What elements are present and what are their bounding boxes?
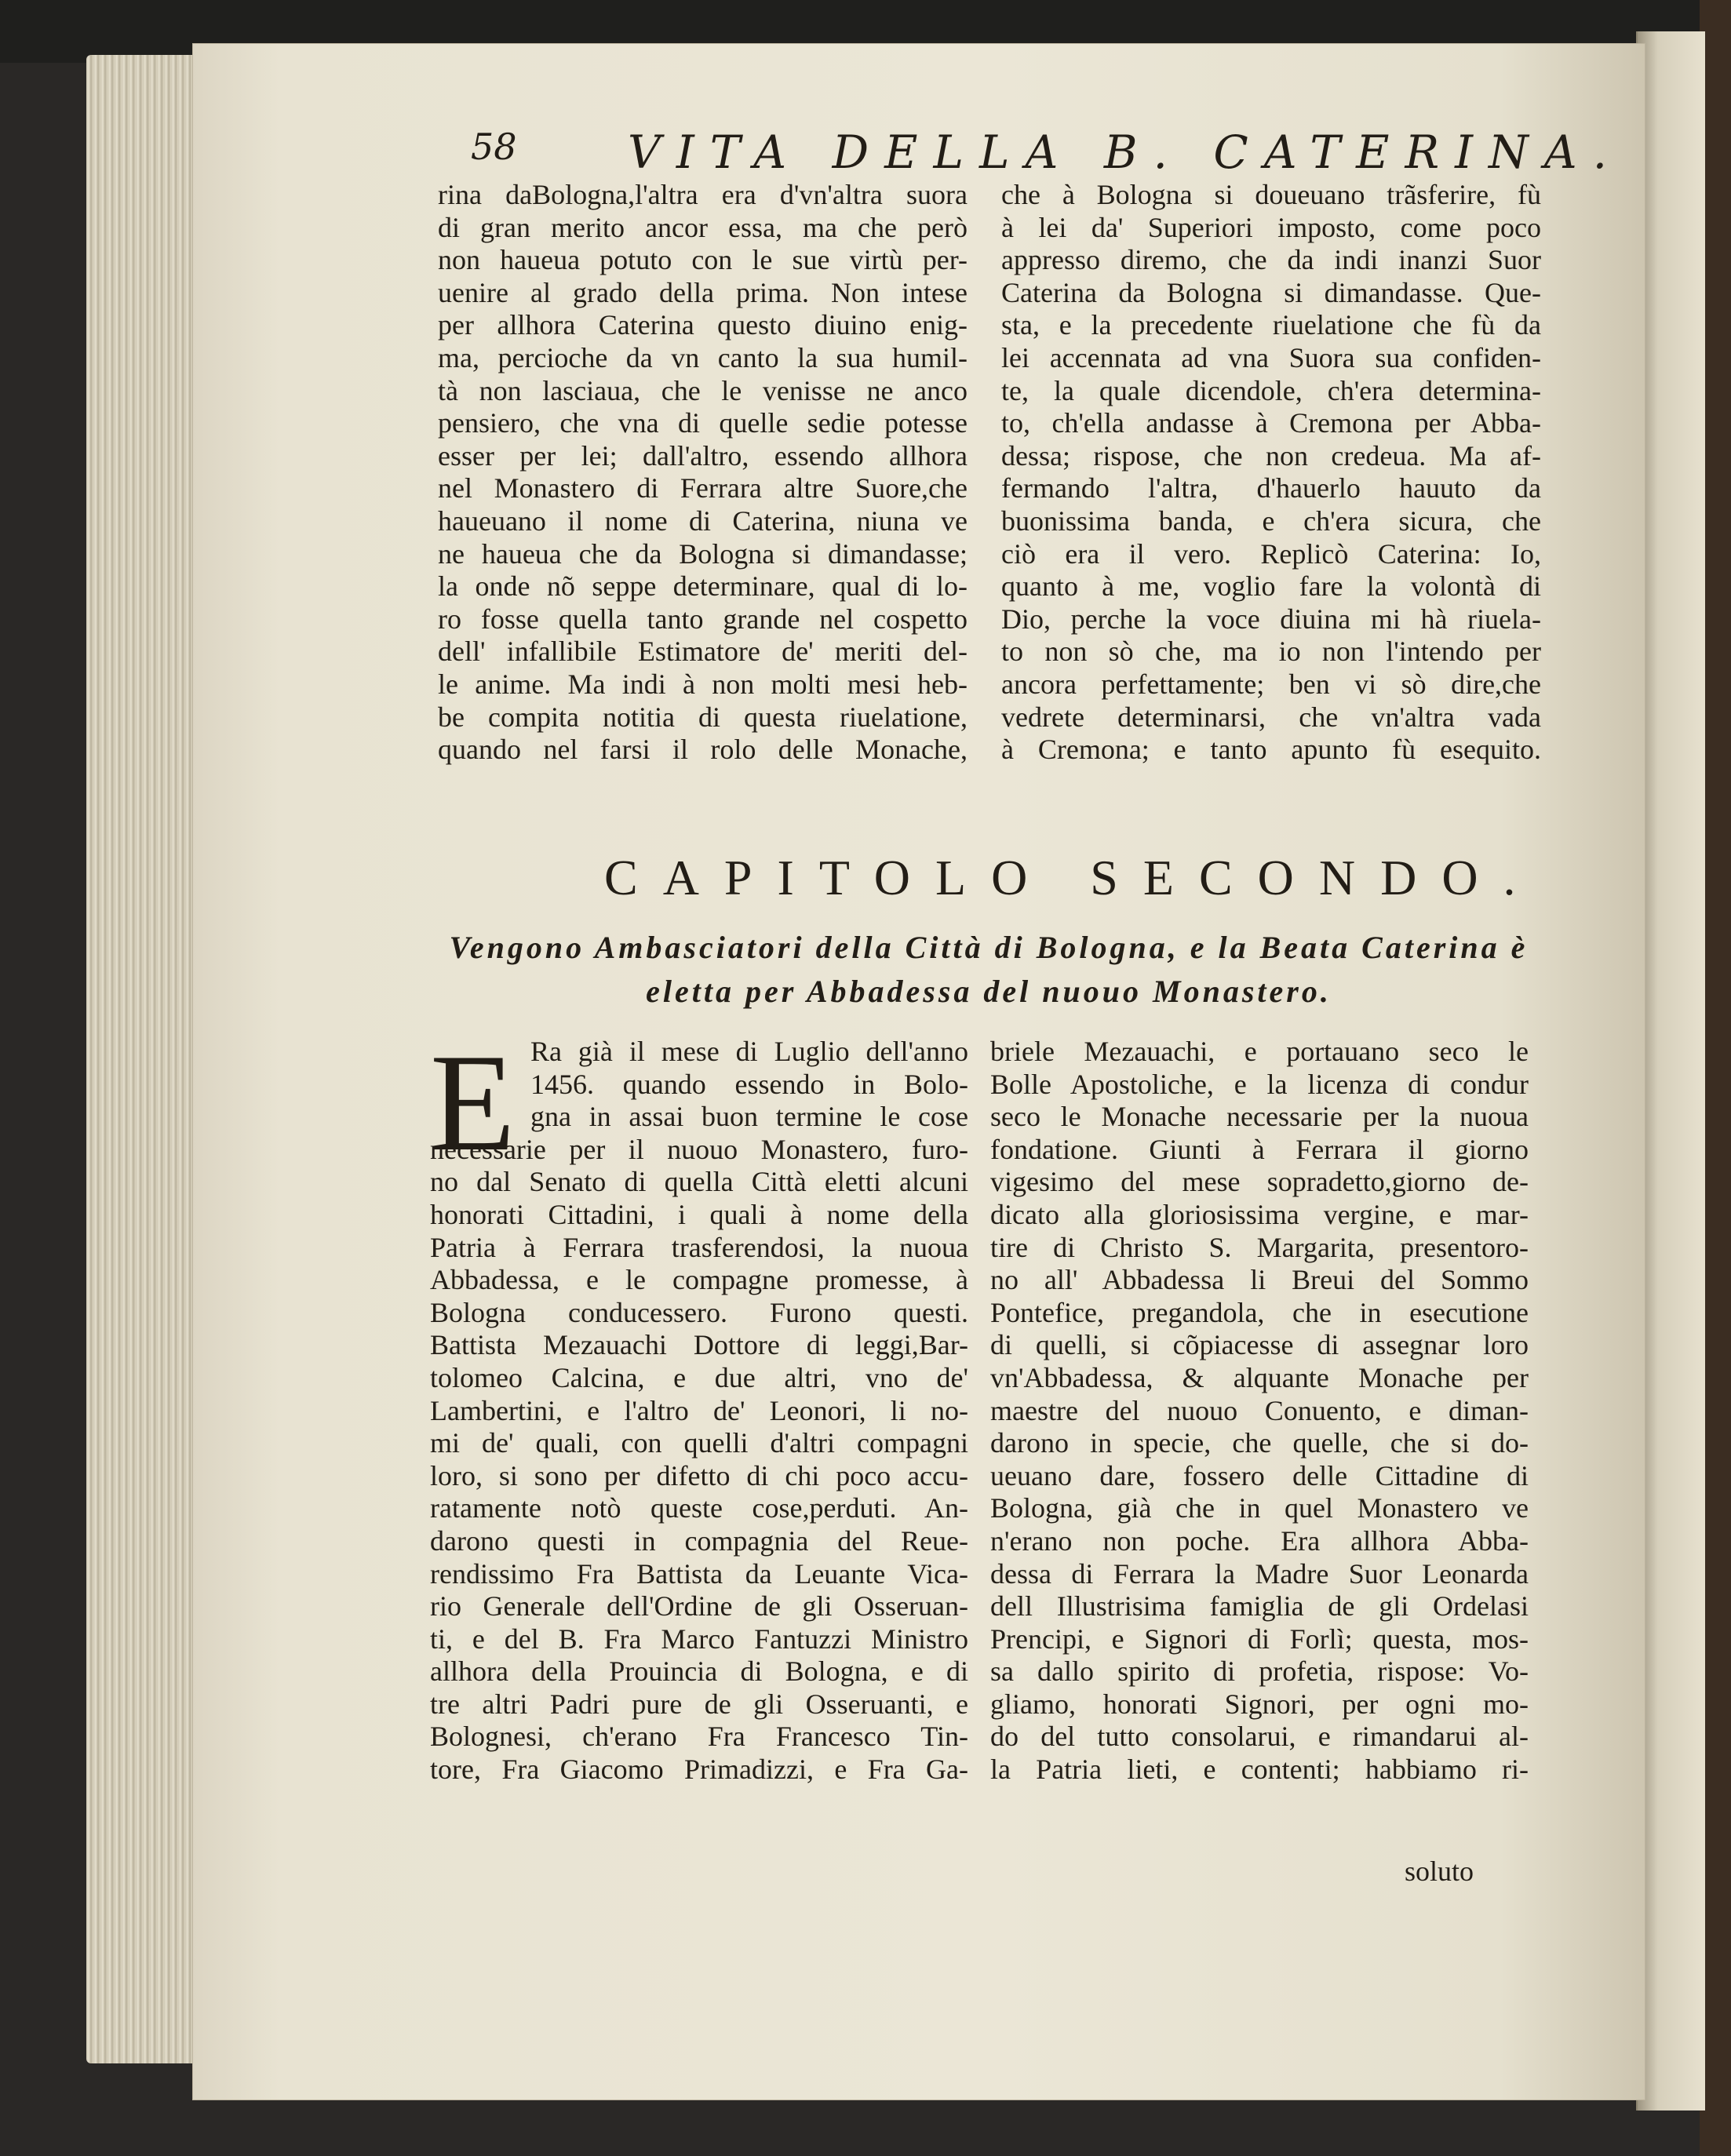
text-line: tre altri Padri pure de gli Osseruanti, e <box>430 1688 968 1720</box>
text-line: dicato alla gloriosissima vergine, e mar- <box>990 1198 1529 1230</box>
text-line: esser per lei; dall'altro, essendo allhora <box>438 439 968 472</box>
text-line: Bologna conducessero. Furono questi. <box>430 1296 968 1328</box>
text-line: darono questi in compagnia del Reue- <box>430 1524 968 1557</box>
text-line: ciò era il vero. Replicò Caterina: Io, <box>1001 537 1541 570</box>
text-line: le anime. Ma indi à non molti mesi heb- <box>438 668 968 700</box>
text-line: appresso diremo, che da indi inanzi Suor <box>1001 244 1541 276</box>
text-line: Abbadessa, e le compagne promesse, à <box>430 1264 968 1296</box>
text-line: la Patria lieti, e contenti; habbiamo ri- <box>990 1754 1529 1786</box>
chapter-heading: CAPITOLO SECONDO. <box>604 850 1541 905</box>
text-line: dell' infallibile Estimatore de' meriti del- <box>438 636 968 668</box>
text-line: Bolognesi, ch'erano Fra Francesco Tin- <box>430 1721 968 1753</box>
text-line: Lambertini, e l'altro de' Leonori, li no- <box>430 1394 968 1426</box>
text-line: Bolle Apostoliche, e la licenza di condur <box>990 1068 1529 1100</box>
text-line: che à Bologna si doueuano trãsferire, fù <box>1001 179 1541 210</box>
text-line: vn'Abbadessa, & alquante Monache per <box>990 1361 1529 1393</box>
text-line: la onde nõ seppe determinare, qual di lo- <box>438 570 968 603</box>
text-line: ro fosse quella tanto grande nel cospetto <box>438 603 968 635</box>
running-title: VITA DELLA B. CATERINA. <box>628 126 1623 179</box>
text-line: à Cremona; e tanto apunto fù esequito. <box>1001 734 1541 766</box>
text-line: tà non lasciaua, che le venisse ne anco <box>438 374 968 406</box>
text-line: Prencipi, e Signori di Forlì; questa, mos- <box>990 1622 1529 1655</box>
text-line: fermando l'altra, d'hauerlo hauuto da <box>1001 472 1541 504</box>
top-right-column <box>1001 179 1541 767</box>
text-line: à lei da' Superiori imposto, come poco <box>1001 211 1541 243</box>
text-line: dessa; rispose, che non credeua. Ma af- <box>1001 439 1541 472</box>
bottom-left-column <box>430 1025 968 1786</box>
text-line: nel Monastero di Ferrara altre Suore,che <box>438 472 968 504</box>
text-line: quanto à me, voglio fare la volontà di <box>1001 570 1541 603</box>
text-line: quando nel farsi il rolo delle Monache, <box>438 734 968 766</box>
text-line: Dio, perche la voce diuina mi hà riuela- <box>1001 603 1541 635</box>
text-line: vedrete determinarsi, che vn'altra vada <box>1001 701 1541 733</box>
text-line: Caterina da Bologna si dimandasse. Que- <box>1001 276 1541 308</box>
text-line: gna in assai buon termine le cose <box>530 1101 968 1133</box>
text-line: rina daBologna,l'altra era d'vn'altra suora <box>438 179 968 210</box>
text-line: to non sò che, ma io non l'intendo per <box>1001 636 1541 668</box>
text-line: loro, si sono per difetto di chi poco accu- <box>430 1459 968 1491</box>
text-line: 1456. quando essendo in Bolo- <box>530 1068 968 1100</box>
text-line: fondatione. Giunti à Ferrara il giorno <box>990 1133 1529 1165</box>
text-line: rendissimo Fra Battista da Leuante Vica- <box>430 1557 968 1590</box>
text-line: non haueua potuto con le sue virtù per- <box>438 244 968 276</box>
top-left-column <box>438 179 968 767</box>
text-line: gliamo, honorati Signori, per ogni mo- <box>990 1688 1529 1720</box>
bottom-right-column <box>990 1036 1529 1786</box>
text-line: n'erano non poche. Era allhora Abba- <box>990 1524 1529 1557</box>
text-line: haueuano il nome di Caterina, niuna ve <box>438 504 968 537</box>
text-line: lei accennata ad vna Suora sua confiden- <box>1001 341 1541 373</box>
text-line: honorati Cittadini, i quali à nome della <box>430 1198 968 1230</box>
text-line: maestre del nuouo Conuento, e diman- <box>990 1394 1529 1426</box>
text-line: sta, e la precedente riuelatione che fù da <box>1001 309 1541 341</box>
text-line: Ra già il mese di Luglio dell'anno <box>530 1036 968 1067</box>
drop-cap: E <box>430 1025 516 1180</box>
text-line: no all' Abbadessa li Breui del Sommo <box>990 1264 1529 1296</box>
text-line: per allhora Caterina questo diuino enig- <box>438 309 968 341</box>
text-line: necessarie per il nuouo Monastero, furo- <box>430 1133 968 1165</box>
text-line: ne haueua che da Bologna si dimandasse; <box>438 537 968 570</box>
text-line: pensiero, che vna di quelle sedie potesse <box>438 407 968 439</box>
text-line: ancora perfettamente; ben vi sò dire,che <box>1001 668 1541 700</box>
text-line: Bologna, già che in quel Monastero ve <box>990 1492 1529 1524</box>
text-line: uenire al grado della prima. Non intese <box>438 276 968 308</box>
text-line: tire di Christo S. Margarita, presentoro- <box>990 1231 1529 1263</box>
text-line: briele Mezauachi, e portauano seco le <box>990 1036 1529 1067</box>
page-edges <box>86 55 208 2063</box>
text-line: sa dallo spirito di profetia, rispose: Vo- <box>990 1655 1529 1688</box>
text-line: di quelli, si cõpiacesse di assegnar loro <box>990 1329 1529 1361</box>
catchword: soluto <box>1405 1856 1474 1887</box>
text-line: be compita notitia di questa riuelatione, <box>438 701 968 733</box>
facing-page-edge <box>1636 31 1705 2110</box>
page-number: 58 <box>471 126 517 168</box>
text-line: do del tutto consolarui, e rimandarui al- <box>990 1721 1529 1753</box>
text-line: Battista Mezauachi Dottore di leggi,Bar- <box>430 1329 968 1361</box>
text-line: tolomeo Calcina, e due altri, vno de' <box>430 1361 968 1393</box>
text-line: mi de' quali, con quelli d'altri compagni <box>430 1427 968 1459</box>
text-line: te, la quale dicendole, ch'era determina- <box>1001 374 1541 406</box>
text-line: dessa di Ferrara la Madre Suor Leonarda <box>990 1557 1529 1590</box>
subtitle-line: eletta per Abbadessa del nuouo Monastero. <box>646 974 1332 1009</box>
subtitle-line: Vengono Ambasciatori della Città di Bologna, e la Beata Caterina è <box>449 930 1529 965</box>
text-line: to, ch'ella andasse à Cremona per Abba- <box>1001 407 1541 439</box>
text-line: ti, e del B. Fra Marco Fantuzzi Ministro <box>430 1622 968 1655</box>
text-line: vigesimo del mese sopradetto,giorno de- <box>990 1166 1529 1198</box>
text-line: dell Illustrisima famiglia de gli Ordelasi <box>990 1590 1529 1622</box>
text-line: seco le Monache necessarie per la nuoua <box>990 1101 1529 1133</box>
text-line: ratamente notò queste cose,perduti. An- <box>430 1492 968 1524</box>
text-line: Pontefice, pregandola, che in esecutione <box>990 1296 1529 1328</box>
chapter-subtitle <box>432 926 1546 1014</box>
text-line: buonissima banda, e ch'era sicura, che <box>1001 504 1541 537</box>
text-line: di gran merito ancor essa, ma che però <box>438 211 968 243</box>
text-line: Patria à Ferrara trasferendosi, la nuoua <box>430 1231 968 1263</box>
text-line: tore, Fra Giacomo Primadizzi, e Fra Ga- <box>430 1754 968 1786</box>
text-line: allhora della Prouincia di Bologna, e di <box>430 1655 968 1688</box>
text-line: darono in specie, che quelle, che si do- <box>990 1427 1529 1459</box>
text-line: ueuano dare, fossero delle Cittadine di <box>990 1459 1529 1491</box>
text-line: ma, percioche da vn canto la sua humil- <box>438 341 968 373</box>
text-line: rio Generale dell'Ordine de gli Osseruan- <box>430 1590 968 1622</box>
text-line: no dal Senato di quella Città eletti alcuni <box>430 1166 968 1198</box>
